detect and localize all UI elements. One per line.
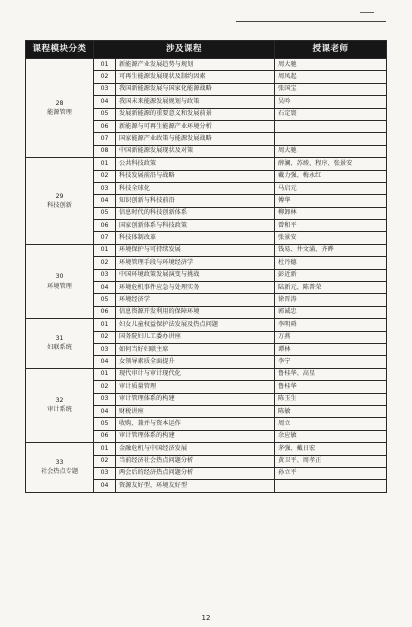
course-teacher: 茅强、戴日宏: [275, 443, 387, 455]
course-topic: 两会后的经济热点问题分析: [116, 467, 275, 479]
course-teacher: 孙立平: [275, 467, 387, 479]
course-teacher: 石定寰: [275, 108, 387, 120]
course-topic: 信息时代的科技创新体系: [116, 207, 275, 219]
course-topic: 当前经济社会热点问题分析: [116, 455, 275, 467]
course-teacher: 张国宝: [275, 83, 387, 95]
course-topic: 收购、兼并与资本运作: [116, 418, 275, 430]
course-topic: 环境危机事件应急与处理实务: [116, 282, 275, 294]
header-topic: 涉及课程: [94, 41, 275, 59]
course-topic: 国务院妇儿工委办讲座: [116, 331, 275, 343]
table-row: [26, 244, 387, 256]
module-name: 审计系统: [47, 406, 72, 414]
row-number: 06: [94, 306, 116, 318]
course-topic: 财税讲座: [116, 405, 275, 417]
row-number: 01: [94, 59, 116, 71]
row-number: 04: [94, 96, 116, 108]
table-body: [26, 59, 387, 493]
row-number: 07: [94, 133, 116, 145]
course-topic: 知识创新与科技前沿: [116, 195, 275, 207]
course-topic: 国家创新体系与科技政策: [116, 220, 275, 232]
table-row: [26, 443, 387, 455]
course-teacher: 鲁桂华: [275, 381, 387, 393]
course-teacher: [275, 120, 387, 132]
row-number: 04: [94, 356, 116, 368]
course-topic: 科技发展前沿与战略: [116, 170, 275, 182]
course-teacher: 陈敏: [275, 405, 387, 417]
course-topic: 现代审计与审计现代化: [116, 368, 275, 380]
course-teacher: [275, 133, 387, 145]
course-topic: 环境经济学: [116, 294, 275, 306]
course-topic: 审计管理体系的构建: [116, 393, 275, 405]
course-teacher: [275, 480, 387, 492]
course-topic: 公共科技政策: [116, 158, 275, 170]
module-cell: [26, 158, 94, 245]
row-number: 05: [94, 108, 116, 120]
row-number: 01: [94, 443, 116, 455]
course-table: [25, 40, 387, 493]
row-number: 03: [94, 467, 116, 479]
course-topic: 审计管理体系的构建: [116, 430, 275, 442]
module-code: 29: [55, 192, 64, 200]
table-row: [26, 158, 387, 170]
row-number: 08: [94, 145, 116, 157]
course-topic: 中国环境政策发展演变与挑战: [116, 269, 275, 281]
module-cell: [26, 368, 94, 442]
row-number: 02: [94, 381, 116, 393]
course-topic: 环境保护与可持续发展: [116, 244, 275, 256]
row-number: 03: [94, 393, 116, 405]
course-topic: 妇女儿童权益保护法发展及热点问题: [116, 319, 275, 331]
module-name: 科技创新: [47, 201, 72, 209]
module-code: 33: [55, 459, 64, 467]
course-teacher: 马启元: [275, 182, 387, 194]
module-code: 32: [55, 397, 64, 405]
course-teacher: 余应敏: [275, 430, 387, 442]
course-topic: 发展新能源的重要意义和发展前景: [116, 108, 275, 120]
course-teacher: 杜丹德: [275, 257, 387, 269]
course-topic: 金融危机与中国经济发展: [116, 443, 275, 455]
row-number: 04: [94, 480, 116, 492]
course-teacher: 周凤起: [275, 71, 387, 83]
course-teacher: 周大驰: [275, 145, 387, 157]
row-number: 02: [94, 455, 116, 467]
row-number: 03: [94, 343, 116, 355]
module-cell: [26, 443, 94, 493]
row-number: 05: [94, 294, 116, 306]
page-number: 12: [201, 614, 211, 622]
course-topic: 我国未来能源发展规划与政策: [116, 96, 275, 108]
row-number: 06: [94, 430, 116, 442]
row-number: 05: [94, 418, 116, 430]
course-topic: 资源友好型、环境友好型: [116, 480, 275, 492]
row-number: 06: [94, 120, 116, 132]
course-teacher: 周大驰: [275, 59, 387, 71]
row-number: 02: [94, 331, 116, 343]
row-number: 03: [94, 269, 116, 281]
course-topic: 信息资源开发利用的保障环境: [116, 306, 275, 318]
table-row: [26, 368, 387, 380]
row-number: 04: [94, 405, 116, 417]
module-cell: [26, 59, 94, 158]
course-topic: 我国新能源发展与国家化能源战略: [116, 83, 275, 95]
module-code: 31: [55, 335, 64, 343]
module-name: 妇联系统: [47, 344, 72, 352]
course-teacher: 李宁: [275, 356, 387, 368]
row-number: 02: [94, 170, 116, 182]
course-teacher: 黄卫平、周孝正: [275, 455, 387, 467]
course-teacher: 谭林: [275, 343, 387, 355]
row-number: 01: [94, 244, 116, 256]
course-teacher: 万燕: [275, 331, 387, 343]
row-number: 02: [94, 71, 116, 83]
table-row: [26, 319, 387, 331]
course-teacher: 陆新元、陈普荣: [275, 282, 387, 294]
course-topic: 可再生能源发展现状及制约因素: [116, 71, 275, 83]
row-number: 02: [94, 257, 116, 269]
module-code: 28: [55, 99, 64, 107]
course-topic: 女领导素质全面提升: [116, 356, 275, 368]
header-teacher: 授课老师: [275, 41, 387, 59]
row-number: 05: [94, 207, 116, 219]
course-teacher: 傅华: [275, 195, 387, 207]
table-row: [26, 59, 387, 71]
course-teacher: 吴吟: [275, 96, 387, 108]
course-topic: 如何当好妇联主席: [116, 343, 275, 355]
course-teacher: 徐晋涛: [275, 294, 387, 306]
course-teacher: 李明舜: [275, 319, 387, 331]
course-teacher: 柳卸林: [275, 207, 387, 219]
course-teacher: 钱易、井文涌、齐晔: [275, 244, 387, 256]
course-topic: 国家能源产业政策与能源发展战略: [116, 133, 275, 145]
course-topic: 新能源与可再生能源产业环境分析: [116, 120, 275, 132]
course-teacher: 彭近新: [275, 269, 387, 281]
course-teacher: 戴力强、梅永红: [275, 170, 387, 182]
module-name: 社会热点专题: [40, 468, 79, 476]
module-code: 30: [55, 273, 64, 281]
row-number: 01: [94, 158, 116, 170]
module-name: 能源管理: [47, 109, 72, 117]
module-cell: [26, 319, 94, 369]
header-mark: [360, 12, 374, 13]
row-number: 07: [94, 232, 116, 244]
table-header-row: [26, 41, 387, 59]
row-number: 06: [94, 220, 116, 232]
course-teacher: 郭诚忠: [275, 306, 387, 318]
row-number: 03: [94, 83, 116, 95]
course-topic: 中国新能源发展现状及对策: [116, 145, 275, 157]
course-teacher: 鲁桂华、高星: [275, 368, 387, 380]
course-topic: 审计质量管理: [116, 381, 275, 393]
course-teacher: 周立: [275, 418, 387, 430]
module-cell: [26, 244, 94, 318]
course-teacher: 陈玉生: [275, 393, 387, 405]
course-topic: 科技体制改革: [116, 232, 275, 244]
row-number: 04: [94, 195, 116, 207]
header-module: 课程模块分类: [26, 41, 94, 59]
row-number: 01: [94, 319, 116, 331]
course-teacher: 曾和平: [275, 220, 387, 232]
row-number: 03: [94, 182, 116, 194]
header-rule: [236, 21, 386, 22]
course-topic: 科技全球化: [116, 182, 275, 194]
course-topic: 新能源产业发展趋势与规划: [116, 59, 275, 71]
row-number: 04: [94, 282, 116, 294]
course-teacher: 薛澜、苏竣、程序、张景安: [275, 158, 387, 170]
row-number: 01: [94, 368, 116, 380]
course-teacher: 张景安: [275, 232, 387, 244]
module-name: 环境管理: [47, 282, 72, 290]
course-topic: 环境管理手段与环境经济学: [116, 257, 275, 269]
